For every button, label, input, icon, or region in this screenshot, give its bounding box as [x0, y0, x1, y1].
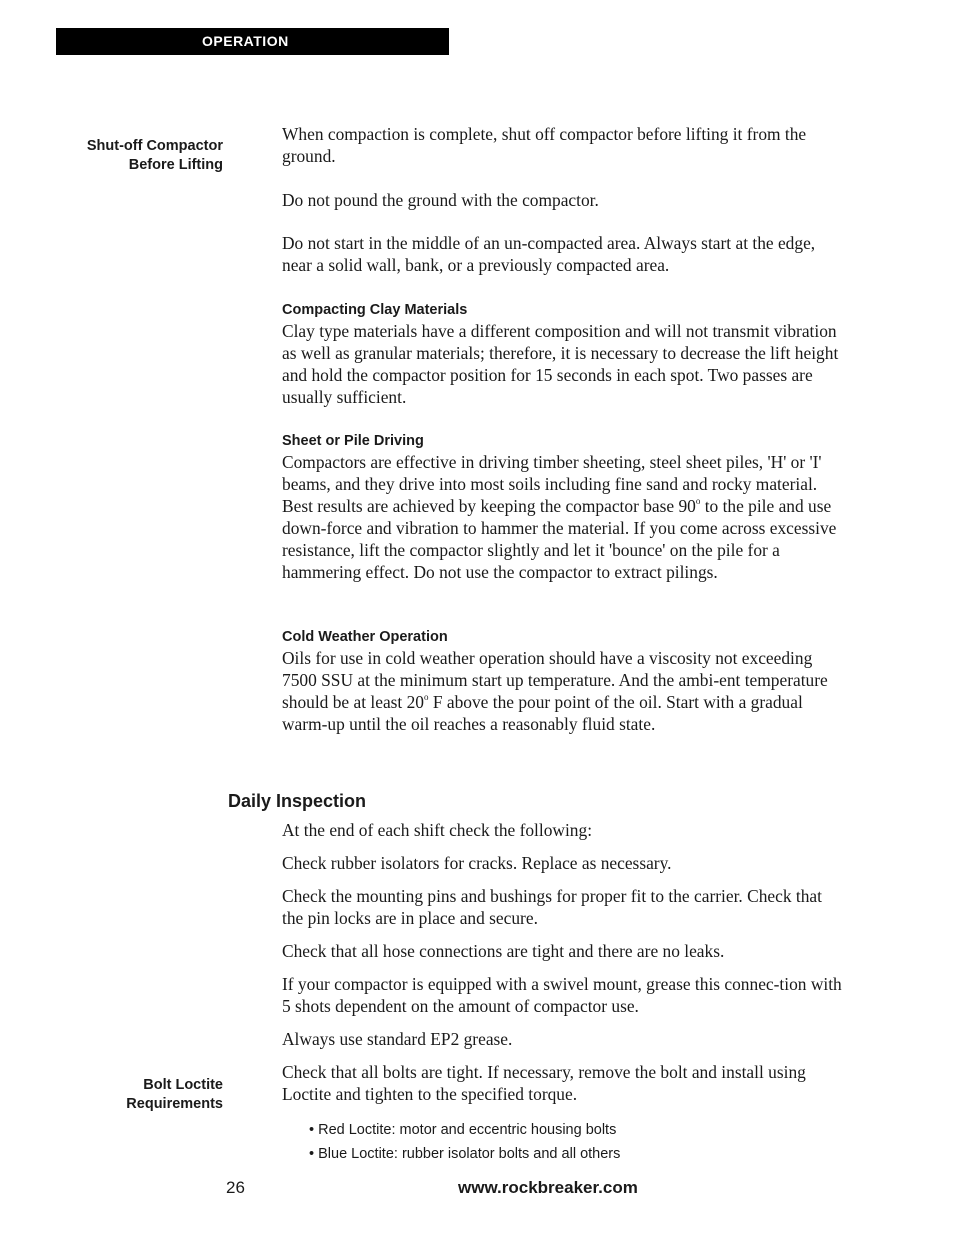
subheading-clay: Compacting Clay Materials: [282, 302, 468, 318]
text-run: F above the pour point of the oil. Start with a gradual warm-up until the oil reaches a reasonably fluid state.: [282, 692, 803, 734]
inspection-item: Always use standard EP2 grease.: [282, 1029, 513, 1049]
text-run: Compactors are effective in driving timber sheeting, steel sheet piles, 'H' or 'I' beams, and they drive into most soils including fine sand and rocky material. Best results are achieved by keeping the compactor base 90: [282, 452, 822, 516]
inspection-item: At the end of each shift check the following:: [282, 820, 593, 840]
inspection-item: Check that all bolts are tight. If necessary, remove the bolt and install using Loctite and tighten to the specified torque.: [282, 1062, 806, 1104]
side-label-shutoff: [87, 137, 223, 175]
section-header-bar: [56, 28, 449, 55]
loctite-bullet-list: [309, 1118, 620, 1166]
inspection-item: Check rubber isolators for cracks. Replace as necessary.: [282, 853, 672, 873]
inspection-item: If your compactor is equipped with a swivel mount, grease this connec-tion with 5 shots dependent on the amount of compactor use.: [282, 974, 842, 1016]
section-heading-daily-inspection: Daily Inspection: [228, 791, 367, 811]
degree-mark: o: [424, 692, 429, 702]
bullet-item: • Red Loctite: motor and eccentric housing bolts: [309, 1118, 620, 1142]
paragraph-clay: Clay type materials have a different composition and will not transmit vibration as well as granular materials; therefore, it is necessary to decrease the lift height and hold the compactor position for 15 seconds in each spot. Two passes are usually sufficient.: [282, 321, 839, 407]
side-label-line: Bolt Loctite: [143, 1077, 223, 1093]
text-run: Oils for use in cold weather operation should have a viscosity not exceeding 7500 SSU at the minimum start up temperature. And the ambi-ent temperature should be at least 20: [282, 648, 828, 712]
subheading-sheet-pile: Sheet or Pile Driving: [282, 433, 424, 449]
inspection-item: Check that all hose connections are tight and there are no leaks.: [282, 941, 725, 961]
text-run: to the pile and use down-force and vibration to hammer the material. If you come across excessive resistance, lift the compactor slightly and let it 'bounce' on the pile for a hammering effect. Do not use the compactor to extract pilings.: [282, 496, 837, 582]
paragraph: Do not pound the ground with the compactor.: [282, 190, 599, 210]
side-label-line: Shut-off Compactor: [86, 138, 223, 154]
section-title: OPERATION: [202, 33, 289, 49]
footer-url: www.rockbreaker.com: [458, 1178, 638, 1197]
paragraph: When compaction is complete, shut off compactor before lifting it from the ground.: [282, 124, 807, 166]
page-number: 26: [226, 1178, 245, 1197]
paragraph: Do not start in the middle of an un-compacted area. Always start at the edge, near a solid wall, bank, or a previously compacted area.: [282, 233, 816, 275]
side-label-line: Requirements: [126, 1096, 223, 1112]
side-label-line: Before Lifting: [128, 157, 223, 173]
paragraph-cold-weather: [282, 647, 842, 735]
paragraph-sheet-pile: [282, 451, 842, 583]
subheading-cold-weather: Cold Weather Operation: [282, 629, 448, 645]
side-label-loctite: [126, 1076, 223, 1114]
bullet-item: • Blue Loctite: rubber isolator bolts and all others: [309, 1142, 620, 1166]
degree-mark: o: [695, 496, 701, 506]
inspection-item: Check the mounting pins and bushings for proper fit to the carrier. Check that the pin locks are in place and secure.: [282, 886, 822, 928]
